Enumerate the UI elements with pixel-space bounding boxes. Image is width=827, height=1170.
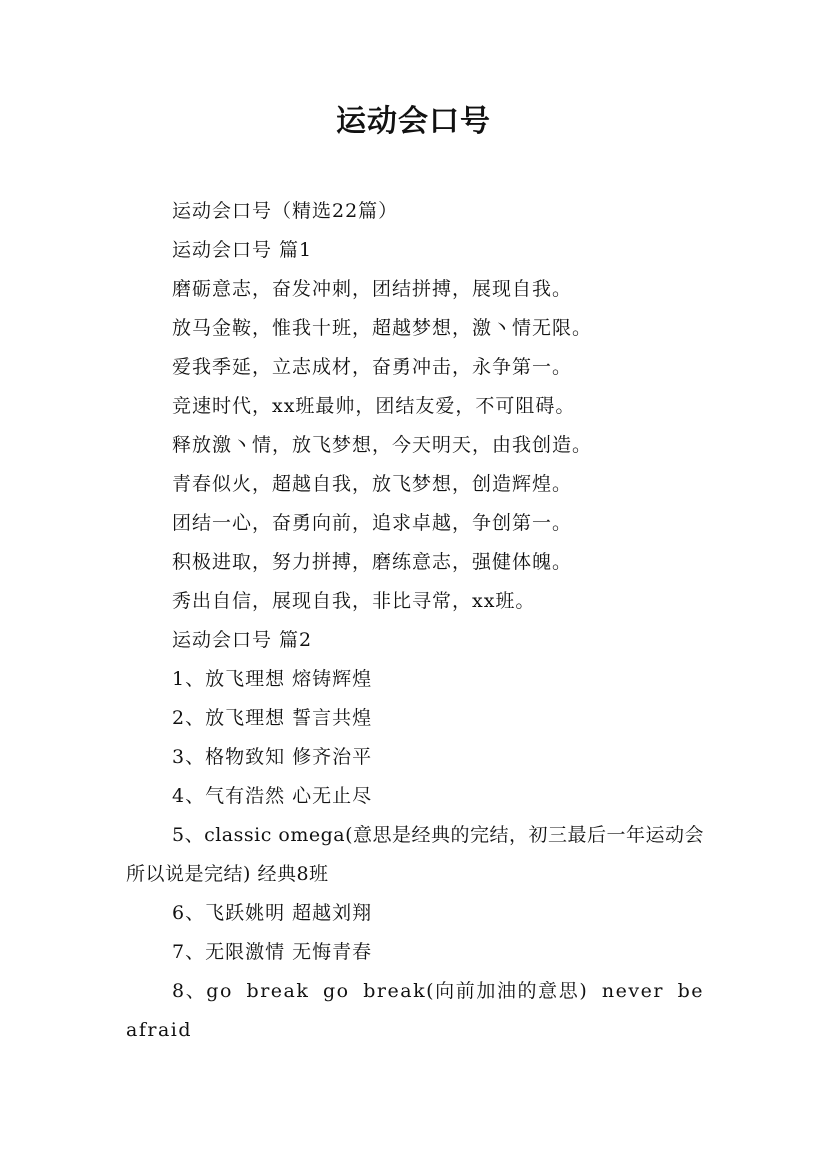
text-line: 积极进取，努力拼搏，磨练意志，强健体魄。 <box>172 551 573 573</box>
text-line: 3、格物致知 修齐治平 <box>172 746 373 768</box>
text-line: 运动会口号（精选22篇） <box>172 200 399 222</box>
text-line: 2、放飞理想 誓言共煌 <box>172 707 373 729</box>
document-body <box>126 192 704 1050</box>
text-line: 放马金鞍，惟我十班，超越梦想，激丶情无限。 <box>172 317 593 339</box>
section-heading: 运动会口号 篇1 <box>172 239 313 261</box>
text-line: 1、放飞理想 熔铸辉煌 <box>172 668 373 690</box>
text-line: 团结一心，奋勇向前，追求卓越，争创第一。 <box>172 512 573 534</box>
text-line: 7、无限激情 无悔青春 <box>172 941 373 963</box>
text-line: 秀出自信，展现自我，非比寻常，xx班。 <box>172 590 536 612</box>
text-line: 竞速时代，xx班最帅，团结友爱，不可阻碍。 <box>172 395 576 417</box>
paragraph: 5、classic omega(意思是经典的完结，初三最后一年运动会所以说是完结) 经典8班 <box>126 824 704 885</box>
document-title: 运动会口号 <box>336 104 491 139</box>
text-line: 青春似火，超越自我，放飞梦想，创造辉煌。 <box>172 473 573 495</box>
text-line: 6、飞跃姚明 超越刘翔 <box>172 902 373 924</box>
paragraph: 8、go break go break(向前加油的意思) never be afraid <box>126 980 704 1041</box>
text-line: 爱我季延，立志成材，奋勇冲击，永争第一。 <box>172 356 573 378</box>
section-heading: 运动会口号 篇2 <box>172 629 313 651</box>
text-line: 4、气有浩然 心无止尽 <box>172 785 373 807</box>
text-line: 磨砺意志，奋发冲刺，团结拼搏，展现自我。 <box>172 278 573 300</box>
text-line: 释放激丶情，放飞梦想，今天明天，由我创造。 <box>172 434 593 456</box>
